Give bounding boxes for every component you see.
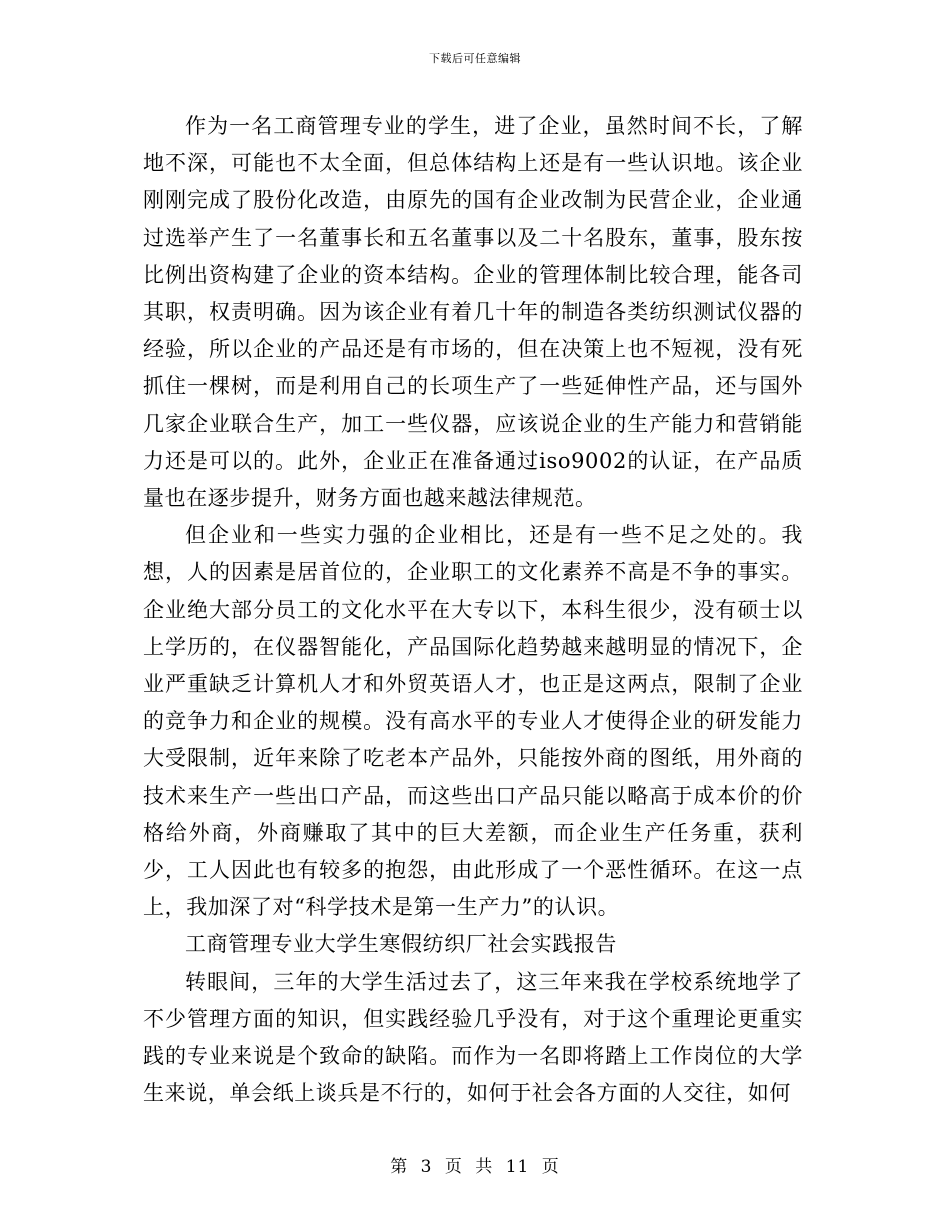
paragraph-company-structure: 作为一名工商管理专业的学生，进了企业，虽然时间不长，了解地不深，可能也不太全面，但总体结构上还是有一些认识地。该企业刚刚完成了股份化改造，由原先的国有企业改制为民营企业，企业通过选举产生了一名董事长和五名董事以及二十名股东，董事，股东按比例出资构建了企业的资本结构。企业的管理体制比较合理，能各司其职，权责明确。因为该企业有着几十年的制造各类纺织测试仪器的经验，所以企业的产品还是有市场的，但在决策上也不短视，没有死抓住一棵树，而是利用自己的长项生产了一些延伸性产品，还与国外几家企业联合生产，加工一些仪器，应该说企业的生产能力和营销能力还是可以的。此外，企业正在准备通过iso9002的认证，在产品质量也在逐步提升，财务方面也越来越法律规范。: [143, 114, 803, 511]
document-body: [143, 108, 803, 1112]
page-header: 下载后可任意编辑: [429, 52, 521, 65]
page-number: 第 3 页 共 11 页: [390, 1157, 560, 1177]
report-title: 工商管理专业大学生寒假纺织厂社会实践报告: [185, 932, 617, 957]
paragraph-introduction: 转眼间，三年的大学生活过去了，这三年来我在学校系统地学了不少管理方面的知识，但实践经验几乎没有，对于这个重理论更重实践的专业来说是个致命的缺陷。而作为一名即将踏上工作岗位的大学生来说，单会纸上谈兵是不行的，如何于社会各方面的人交往，如何: [143, 969, 803, 1106]
paragraph-company-shortcomings: 但企业和一些实力强的企业相比，还是有一些不足之处的。我想，人的因素是居首位的，企业职工的文化素养不高是不争的事实。企业绝大部分员工的文化水平在大专以下，本科生很少，没有硕士以上学历的，在仪器智能化，产品国际化趋势越来越明显的情况下，企业严重缺乏计算机人才和外贸英语人才，也正是这两点，限制了企业的竞争力和企业的规模。没有高水平的专业人才使得企业的研发能力大受限制，近年来除了吃老本产品外，只能按外商的图纸，用外商的技术来生产一些出口产品，而这些出口产品只能以略高于成本价的价格给外商，外商赚取了其中的巨大差额，而企业生产任务重，获利少，工人因此也有较多的抱怨，由此形成了一个恶性循环。在这一点上，我加深了对“科学技术是第一生产力”的认识。: [143, 523, 803, 920]
